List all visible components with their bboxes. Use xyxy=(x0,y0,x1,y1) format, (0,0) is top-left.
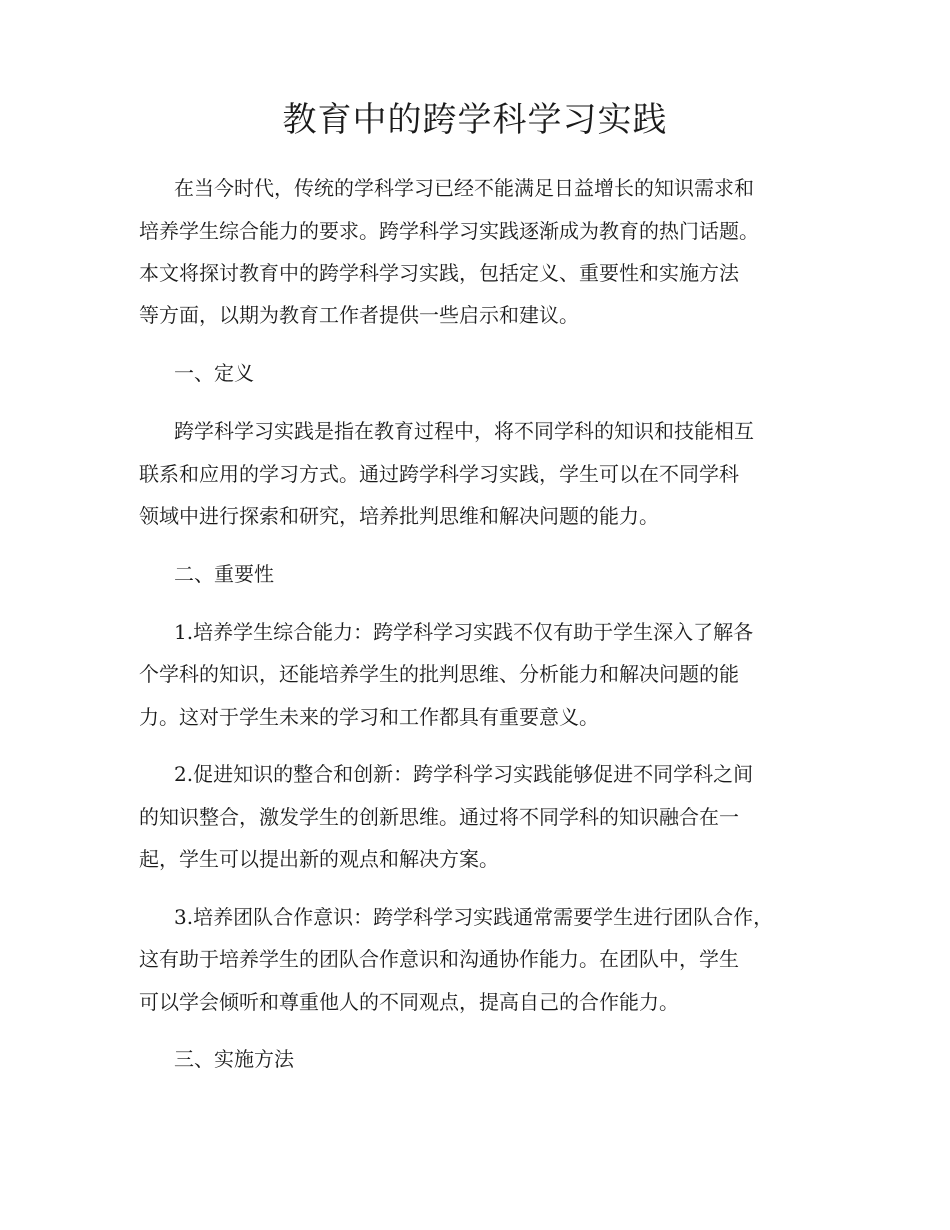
section-heading-importance: 二、重要性 xyxy=(174,562,274,586)
section-heading-methods: 三、实施方法 xyxy=(174,1047,294,1071)
section-heading-definition: 一、定义 xyxy=(174,361,254,385)
importance-point-1-line: 1.培养学生综合能力：跨学科学习实践不仅有助于学生深入了解各 xyxy=(174,620,754,644)
definition-line: 领域中进行探索和研究，培养批判思维和解决问题的能力。 xyxy=(139,504,659,528)
importance-point-1-line: 力。这对于学生未来的学习和工作都具有重要意义。 xyxy=(139,705,599,729)
importance-point-3-line: 这有助于培养学生的团队合作意识和沟通协作能力。在团队中，学生 xyxy=(139,947,739,971)
intro-line: 等方面，以期为教育工作者提供一些启示和建议。 xyxy=(139,303,579,327)
importance-point-3-line: 可以学会倾听和尊重他人的不同观点，提高自己的合作能力。 xyxy=(139,990,679,1014)
document-title: 教育中的跨学科学习实践 xyxy=(282,100,668,140)
importance-point-3-line: 3.培养团队合作意识：跨学科学习实践通常需要学生进行团队合作， xyxy=(174,905,774,929)
intro-line: 培养学生综合能力的要求。跨学科学习实践逐渐成为教育的热门话题。 xyxy=(139,219,759,243)
importance-point-1-line: 个学科的知识，还能培养学生的批判思维、分析能力和解决问题的能 xyxy=(139,662,739,686)
definition-line: 跨学科学习实践是指在教育过程中，将不同学科的知识和技能相互 xyxy=(174,419,754,443)
importance-point-2-line: 起，学生可以提出新的观点和解决方案。 xyxy=(139,847,499,871)
intro-line: 在当今时代，传统的学科学习已经不能满足日益增长的知识需求和 xyxy=(174,176,754,200)
definition-line: 联系和应用的学习方式。通过跨学科学习实践，学生可以在不同学科 xyxy=(139,462,739,486)
intro-line: 本文将探讨教育中的跨学科学习实践，包括定义、重要性和实施方法 xyxy=(139,261,739,285)
importance-point-2-line: 2.促进知识的整合和创新：跨学科学习实践能够促进不同学科之间 xyxy=(174,762,754,786)
importance-point-2-line: 的知识整合，激发学生的创新思维。通过将不同学科的知识融合在一 xyxy=(139,805,739,829)
